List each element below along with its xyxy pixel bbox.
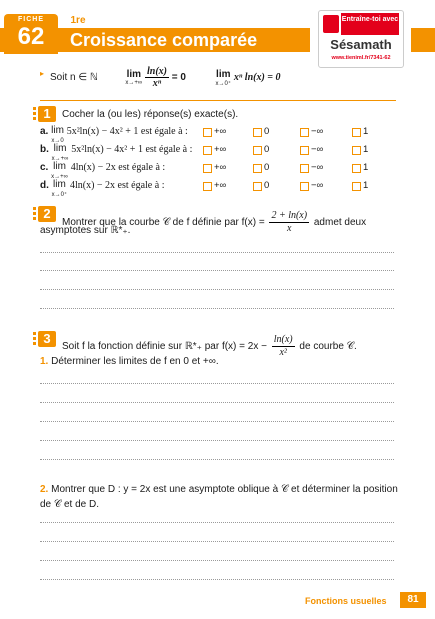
answer-line[interactable] (40, 522, 394, 523)
item-text: 4ln(x) − 2x est égale à : (69, 180, 165, 191)
answer-option-label: 0 (264, 126, 270, 137)
exercise3-question1 (40, 356, 219, 368)
item-label: a. (40, 126, 49, 137)
answer-checkbox[interactable] (352, 164, 361, 173)
sesamath-url[interactable]: www.tieniml.fr/7341-62 (331, 55, 391, 61)
exercise2-statement-c: asymptotes sur ℝ*₊. (40, 225, 131, 236)
answer-line[interactable] (40, 541, 394, 542)
answer-checkbox[interactable] (300, 128, 309, 137)
page-title: Croissance comparée (70, 30, 258, 50)
answer-option-label: +∞ (214, 180, 227, 191)
answer-checkbox[interactable] (300, 146, 309, 155)
separator (40, 100, 396, 101)
answer-line[interactable] (40, 402, 394, 403)
sesamath-tag: Entraîne-toi avec (341, 13, 399, 35)
item-lim-sub: x→+∞ (51, 174, 68, 180)
exercise3-frac-num: ln(x) (273, 334, 293, 345)
answer-checkbox[interactable] (203, 164, 212, 173)
item-lim: lim (53, 161, 66, 172)
exercise1-item (40, 180, 164, 200)
sesamath-logo-icon (323, 15, 339, 33)
exercise1-statement: Cocher la (ou les) réponse(s) exacte(s). (62, 109, 239, 120)
exercise1-badge: 1 (38, 106, 56, 122)
answer-checkbox[interactable] (203, 128, 212, 137)
answer-checkbox[interactable] (300, 164, 309, 173)
question2-label: 2. (40, 484, 49, 495)
item-label: d. (40, 180, 49, 191)
exercise2-statement-a: Montrer que la courbe 𝒞 de f définie par f(x) = (62, 217, 265, 229)
answer-checkbox[interactable] (203, 182, 212, 191)
exercise3-badge: 3 (38, 331, 56, 347)
item-text: 5x²ln(x) − 4x² + 1 est égale à : (66, 126, 188, 137)
exercise3-statement-b: de courbe 𝒞. (299, 341, 357, 353)
item-label: b. (40, 144, 49, 155)
sesamath-box[interactable] (318, 10, 404, 68)
item-lim: lim (53, 179, 66, 190)
answer-option-label: 1 (363, 162, 369, 173)
answer-line[interactable] (40, 560, 394, 561)
answer-checkbox[interactable] (253, 182, 262, 191)
question2-text-b: de 𝒞 et de D. (40, 499, 99, 510)
exercise3-question2 (40, 484, 398, 496)
item-text: 4ln(x) − 2x est égale à : (70, 162, 166, 173)
answer-line[interactable] (40, 270, 394, 271)
item-lim: lim (51, 125, 64, 136)
answer-option-label: 0 (264, 180, 270, 191)
footer-section: Fonctions usuelles (305, 596, 387, 606)
exercise2-frac-den: x (287, 223, 292, 234)
limit1-num: ln(x) (146, 66, 167, 77)
answer-checkbox[interactable] (253, 128, 262, 137)
exercise2-statement-b: admet deux (313, 217, 367, 229)
intro-bullet-icon: ▸ (40, 69, 45, 78)
answer-checkbox[interactable] (203, 146, 212, 155)
limit1-result: = 0 (171, 72, 186, 84)
answer-line[interactable] (40, 289, 394, 290)
question1-text: Déterminer les limites de f en 0 et +∞. (51, 356, 219, 367)
answer-option-label: 0 (264, 144, 270, 155)
limit2-sub: x→0⁺ (215, 80, 232, 87)
exercise2-frac-num: 2 + ln(x) (271, 210, 308, 221)
limit1-den: xⁿ (152, 78, 162, 89)
answer-line[interactable] (40, 421, 394, 422)
header-strip-right (411, 28, 435, 52)
fiche-badge (4, 14, 58, 54)
answer-line[interactable] (40, 383, 394, 384)
limit1-sub: x→+∞ (125, 80, 143, 86)
answer-option-label: −∞ (311, 180, 324, 191)
answer-checkbox[interactable] (352, 146, 361, 155)
answer-checkbox[interactable] (352, 182, 361, 191)
intro-statement (50, 66, 281, 89)
exercise3-statement-a: Soit f la fonction définie sur ℝ*₊ par f(x) = 2x − (62, 341, 267, 353)
question1-label: 1. (40, 356, 49, 367)
answer-option-label: +∞ (214, 162, 227, 173)
item-lim: lim (53, 143, 67, 154)
answer-line[interactable] (40, 308, 394, 309)
limit1-lim: lim (126, 69, 142, 80)
item-lim-sub: x→0⁺ (51, 192, 68, 198)
item-text: 5x²ln(x) − 4x² + 1 est égale à : (71, 144, 193, 155)
sesamath-name: Sésamath (330, 37, 392, 52)
answer-line[interactable] (40, 459, 394, 460)
item-lim-sub: x→0 (51, 138, 64, 144)
answer-option-label: 1 (363, 180, 369, 191)
answer-option-label: 0 (264, 162, 270, 173)
limit2-lim: lim (216, 68, 231, 80)
answer-option-label: −∞ (311, 144, 324, 155)
answer-option-label: −∞ (311, 126, 324, 137)
limit2-expr: xⁿ ln(x) = 0 (233, 72, 281, 84)
answer-line[interactable] (40, 252, 394, 253)
answer-line[interactable] (40, 440, 394, 441)
exercise3-frac-den: x² (279, 347, 287, 358)
item-lim-sub: x→+∞ (51, 156, 69, 162)
question2-text-a: Montrer que D : y = 2x est une asymptote oblique à 𝒞 et déterminer la position (51, 484, 398, 495)
answer-line[interactable] (40, 579, 394, 580)
answer-option-label: +∞ (214, 144, 227, 155)
answer-checkbox[interactable] (352, 128, 361, 137)
intro-lead: Soit n ∈ ℕ (50, 72, 98, 84)
item-label: c. (40, 162, 49, 173)
answer-option-label: +∞ (214, 126, 227, 137)
answer-checkbox[interactable] (300, 182, 309, 191)
fiche-label: FICHE (18, 16, 44, 23)
exercise2-badge: 2 (38, 206, 56, 222)
answer-option-label: −∞ (311, 162, 324, 173)
page-number: 81 (400, 592, 426, 608)
fiche-number: 62 (17, 23, 45, 50)
answer-option-label: 1 (363, 126, 369, 137)
level-badge: 1re (68, 14, 88, 28)
answer-option-label: 1 (363, 144, 369, 155)
answer-checkbox[interactable] (253, 146, 262, 155)
answer-checkbox[interactable] (253, 164, 262, 173)
